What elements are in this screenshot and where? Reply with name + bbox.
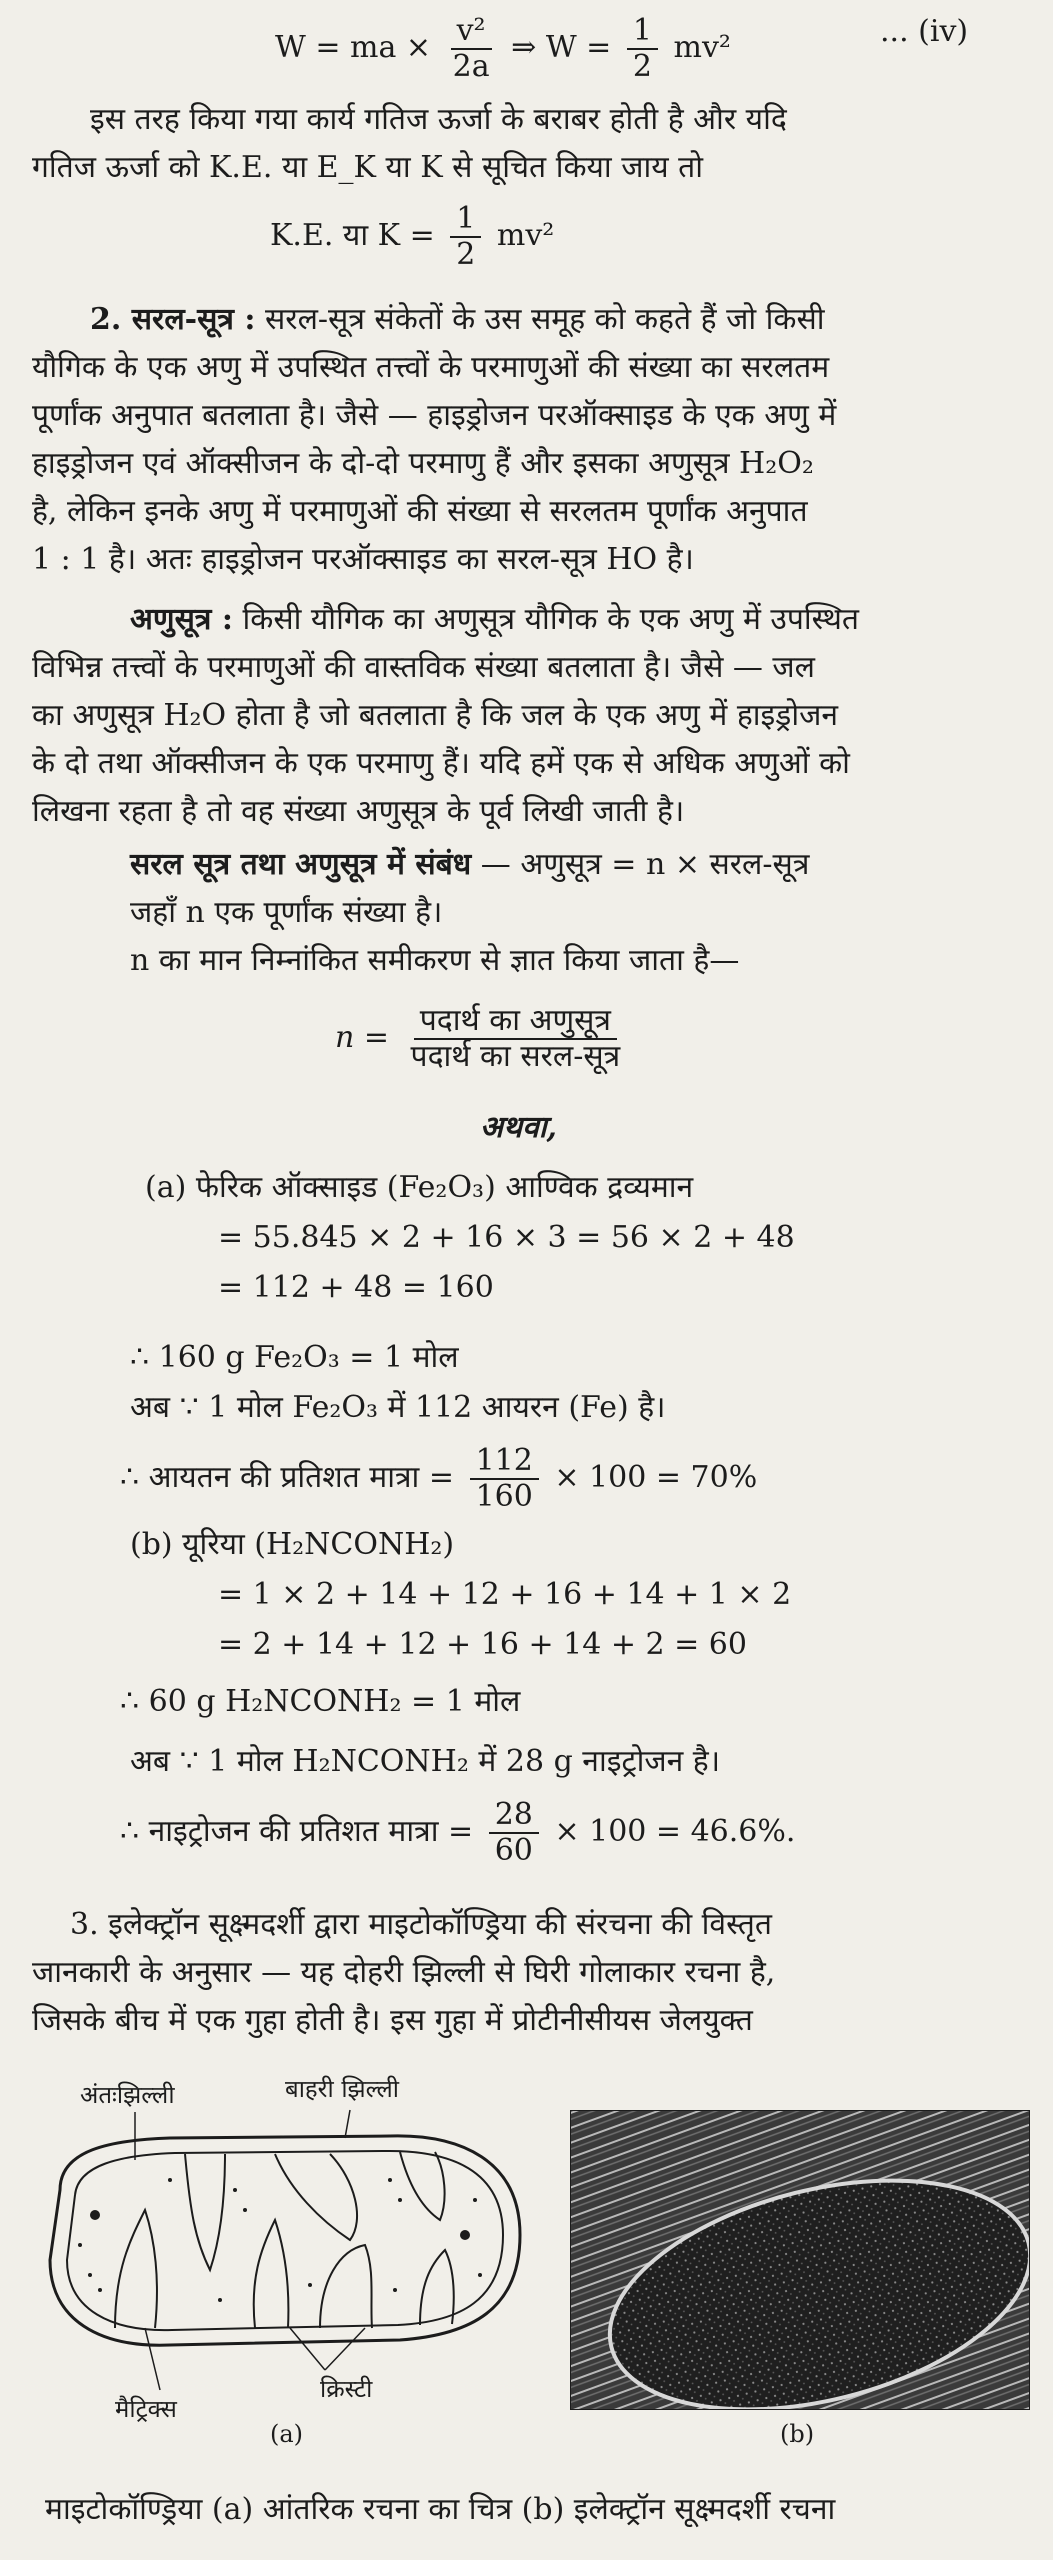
anusutra-line: के दो तथा ऑक्सीजन के एक परमाणु हैं। यदि हमें एक से अधिक अणुओं को [32,746,850,781]
label-outer-membrane: बाहरी झिल्ली [285,2075,399,2103]
eq-lhs: W = ma × [275,30,432,65]
inner-membrane [67,2151,503,2330]
label-a: (a) [270,2420,304,2448]
electron-micrograph [570,2110,1030,2410]
anusutra-line: का अणुसूत्र H₂O होता है जो बतलाता है कि जल के एक अणु में हाइड्रोजन [32,698,839,733]
part-b-line: अब ∵ 1 मोल H₂NCONH₂ में 28 g नाइट्रोजन है। [130,1744,721,1779]
part-b-line: = 2 + 14 + 12 + 16 + 14 + 2 = 60 [218,1627,747,1662]
section2-line: है, लेकिन इनके अणु में परमाणुओं की संख्या से सरलतम पूर्णांक अनुपात [32,494,808,529]
athva-label: अथवा, [480,1110,557,1145]
part-a-line: = 55.845 × 2 + 16 × 3 = 56 × 2 + 48 [218,1220,795,1255]
part-a-line: ∴ 160 g Fe₂O₃ = 1 मोल [130,1340,459,1375]
ke-formula: K.E. या K = $\frac{1}{2}$ mv² [270,200,555,272]
eq-tag: ... (iv) [880,14,969,49]
outer-membrane [50,2136,520,2345]
section3-line: जानकारी के अनुसार — यह दोहरी झिल्ली से घिरी गोलाकार रचना है, [32,1955,776,1990]
figure-a [20,2070,540,2450]
label-inner-membrane: अंतःझिल्ली [80,2081,175,2109]
equation-iv [275,8,731,88]
section2-line1: 2. सरल-सूत्र : सरल-सूत्र संकेतों के उस समूह को कहते हैं जो किसी [90,302,825,337]
relation-line1: सरल सूत्र तथा अणुसूत्र में संबंध — अणुसूत्र = n × सरल-सूत्र [130,847,810,882]
anusutra-heading: अणुसूत्र : [130,602,233,637]
part-b-line: ∴ 60 g H₂NCONH₂ = 1 मोल [120,1684,521,1719]
section3-line: जिसके बीच में एक गुहा होती है। इस गुहा में प्रोटीनीसीयस जेलयुक्त [32,2003,753,2038]
iron-percent: ∴ आयतन की प्रतिशत मात्रा = $\frac{112}{160}$ × 100 = 70% [120,1442,758,1514]
anusutra-line: विभिन्न तत्त्वों के परमाणुओं की वास्तविक संख्या बतलाता है। जैसे — जल [32,650,816,685]
part-b-line: = 1 × 2 + 14 + 12 + 16 + 14 + 1 × 2 [218,1577,792,1612]
section2-line: यौगिक के एक अणु में उपस्थित तत्त्वों के परमाणुओं की संख्या का सरलतम [32,350,830,385]
anusutra-line: लिखना रहता है तो वह संख्या अणुसूत्र के पूर्व लिखी जाती है। [32,794,685,829]
relation-line3: n का मान निम्नांकित समीकरण से ज्ञात किया जाता है— [130,943,740,978]
eq-rhs: mv² [673,30,731,65]
relation-heading: सरल सूत्र तथा अणुसूत्र में संबंध [130,847,472,882]
para-ke-line: गतिज ऊर्जा को K.E. या E_K या K से सूचित किया जाय तो [32,150,704,185]
section2-heading: 2. सरल-सूत्र : [90,302,256,337]
section2-line: 1 : 1 है। अतः हाइड्रोजन परऑक्साइड का सरल-सूत्र HO है। [32,542,694,577]
eq-arrow: ⇒ W = [511,30,612,65]
figure-b [570,2110,1030,2460]
label-cristae: क्रिस्टी [320,2375,373,2403]
label-b: (b) [780,2420,815,2448]
n-formula: n = $\frac{\text{पदार्थ का अणुसूत्र}}{\text{पदार्थ का सरल-सूत्र}}$ [335,1002,621,1074]
part-a-line: अब ∵ 1 मोल Fe₂O₃ में 112 आयरन (Fe) है। [130,1390,666,1425]
part-a-line: = 112 + 48 = 160 [218,1270,494,1305]
eq-half: $\frac{1}{2}$ [627,14,658,85]
label-matrix: मैट्रिक्स [115,2395,177,2423]
section2-line: पूर्णांक अनुपात बतलाता है। जैसे — हाइड्रोजन परऑक्साइड के एक अणु में [32,398,837,433]
mitochondrion-diagram [20,2070,540,2450]
relation-line2: जहाँ n एक पूर्णांक संख्या है। [130,895,443,930]
eq-fraction: $\frac{\text{v²}}{2a}$ [452,12,490,84]
nitrogen-percent: ∴ नाइट्रोजन की प्रतिशत मात्रा = $\frac{28}{60}$ × 100 = 46.6%. [120,1796,796,1868]
section2-line: हाइड्रोजन एवं ऑक्सीजन के दो-दो परमाणु हैं और इसका अणुसूत्र H₂O₂ [32,446,814,481]
part-a-line: (a) फेरिक ऑक्साइड (Fe₂O₃) आण्विक द्रव्यमान [145,1170,694,1205]
para-ke-line: इस तरह किया गया कार्य गतिज ऊर्जा के बराबर होती है और यदि [90,102,787,137]
part-b-line: (b) यूरिया (H₂NCONH₂) [130,1527,455,1562]
section3-line: 3. इलेक्ट्रॉन सूक्ष्मदर्शी द्वारा माइटोकॉण्ड्रिया की संरचना की विस्तृत [70,1907,772,1942]
anusutra-line1: अणुसूत्र : किसी यौगिक का अणुसूत्र यौगिक के एक अणु में उपस्थित [130,602,860,637]
cristae [115,2152,454,2328]
figure-caption: माइटोकॉण्ड्रिया (a) आंतरिक रचना का चित्र (b) इलेक्ट्रॉन सूक्ष्मदर्शी रचना [45,2492,836,2527]
